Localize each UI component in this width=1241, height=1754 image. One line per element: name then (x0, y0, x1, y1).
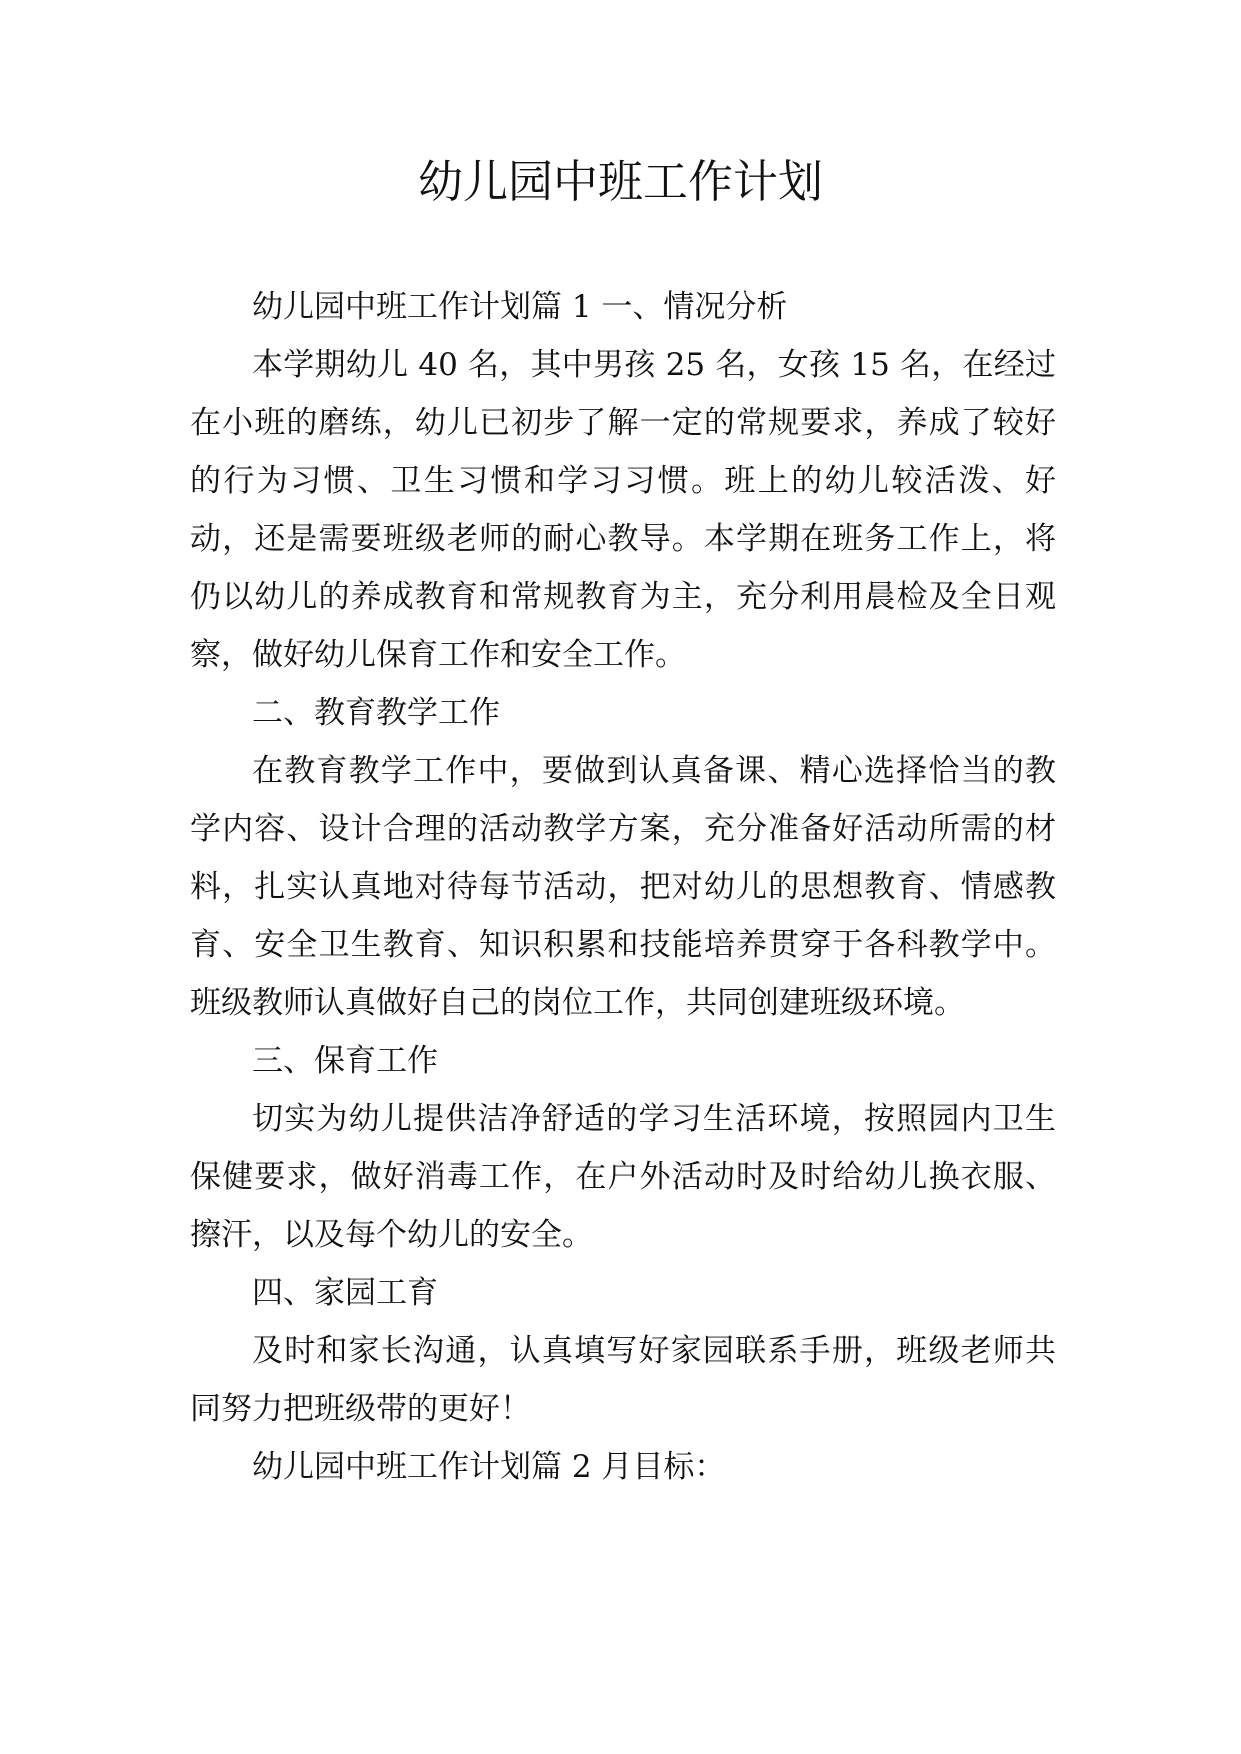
paragraph-care-heading: 三、保育工作 (252, 1043, 438, 1079)
paragraph-section-2-heading: 幼儿园中班工作计划篇 2 月目标： (252, 1449, 726, 1485)
paragraph-home-school-heading: 四、家园工育 (252, 1275, 438, 1311)
document-title: 幼儿园中班工作计划 (417, 155, 823, 208)
document-body (190, 278, 1056, 1496)
paragraph-care-work: 切实为幼儿提供洁净舒适的学习生活环境，按照园内卫生保健要求，做好消毒工作，在户外活动时及时给幼儿换衣服、擦汗，以及每个幼儿的安全。 (190, 1101, 1056, 1253)
paragraph-teaching-work: 在教育教学工作中，要做到认真备课、精心选择恰当的教学内容、设计合理的活动教学方案，充分准备好活动所需的材料，扎实认真地对待每节活动，把对幼儿的思想教育、情感教育、安全卫生教育、知识积累和技能培养贯穿于各科教学中。班级教师认真做好自己的岗位工作，共同创建班级环境。 (190, 753, 1056, 1021)
paragraph-situation-analysis: 本学期幼儿 40 名，其中男孩 25 名，女孩 15 名，在经过在小班的磨练，幼儿已初步了解一定的常规要求，养成了较好的行为习惯、卫生习惯和学习习惯。班上的幼儿较活泼、好动，还是需要班级老师的耐心教导。本学期在班务工作上，将仍以幼儿的养成教育和常规教育为主，充分利用晨检及全日观察，做好幼儿保育工作和安全工作。 (190, 347, 1056, 673)
paragraph-home-school-work: 及时和家长沟通，认真填写好家园联系手册，班级老师共同努力把班级带的更好！ (190, 1333, 1056, 1427)
paragraph-teaching-heading: 二、教育教学工作 (252, 695, 500, 731)
paragraph-section-1-heading: 幼儿园中班工作计划篇 1 一、情况分析 (252, 289, 788, 325)
